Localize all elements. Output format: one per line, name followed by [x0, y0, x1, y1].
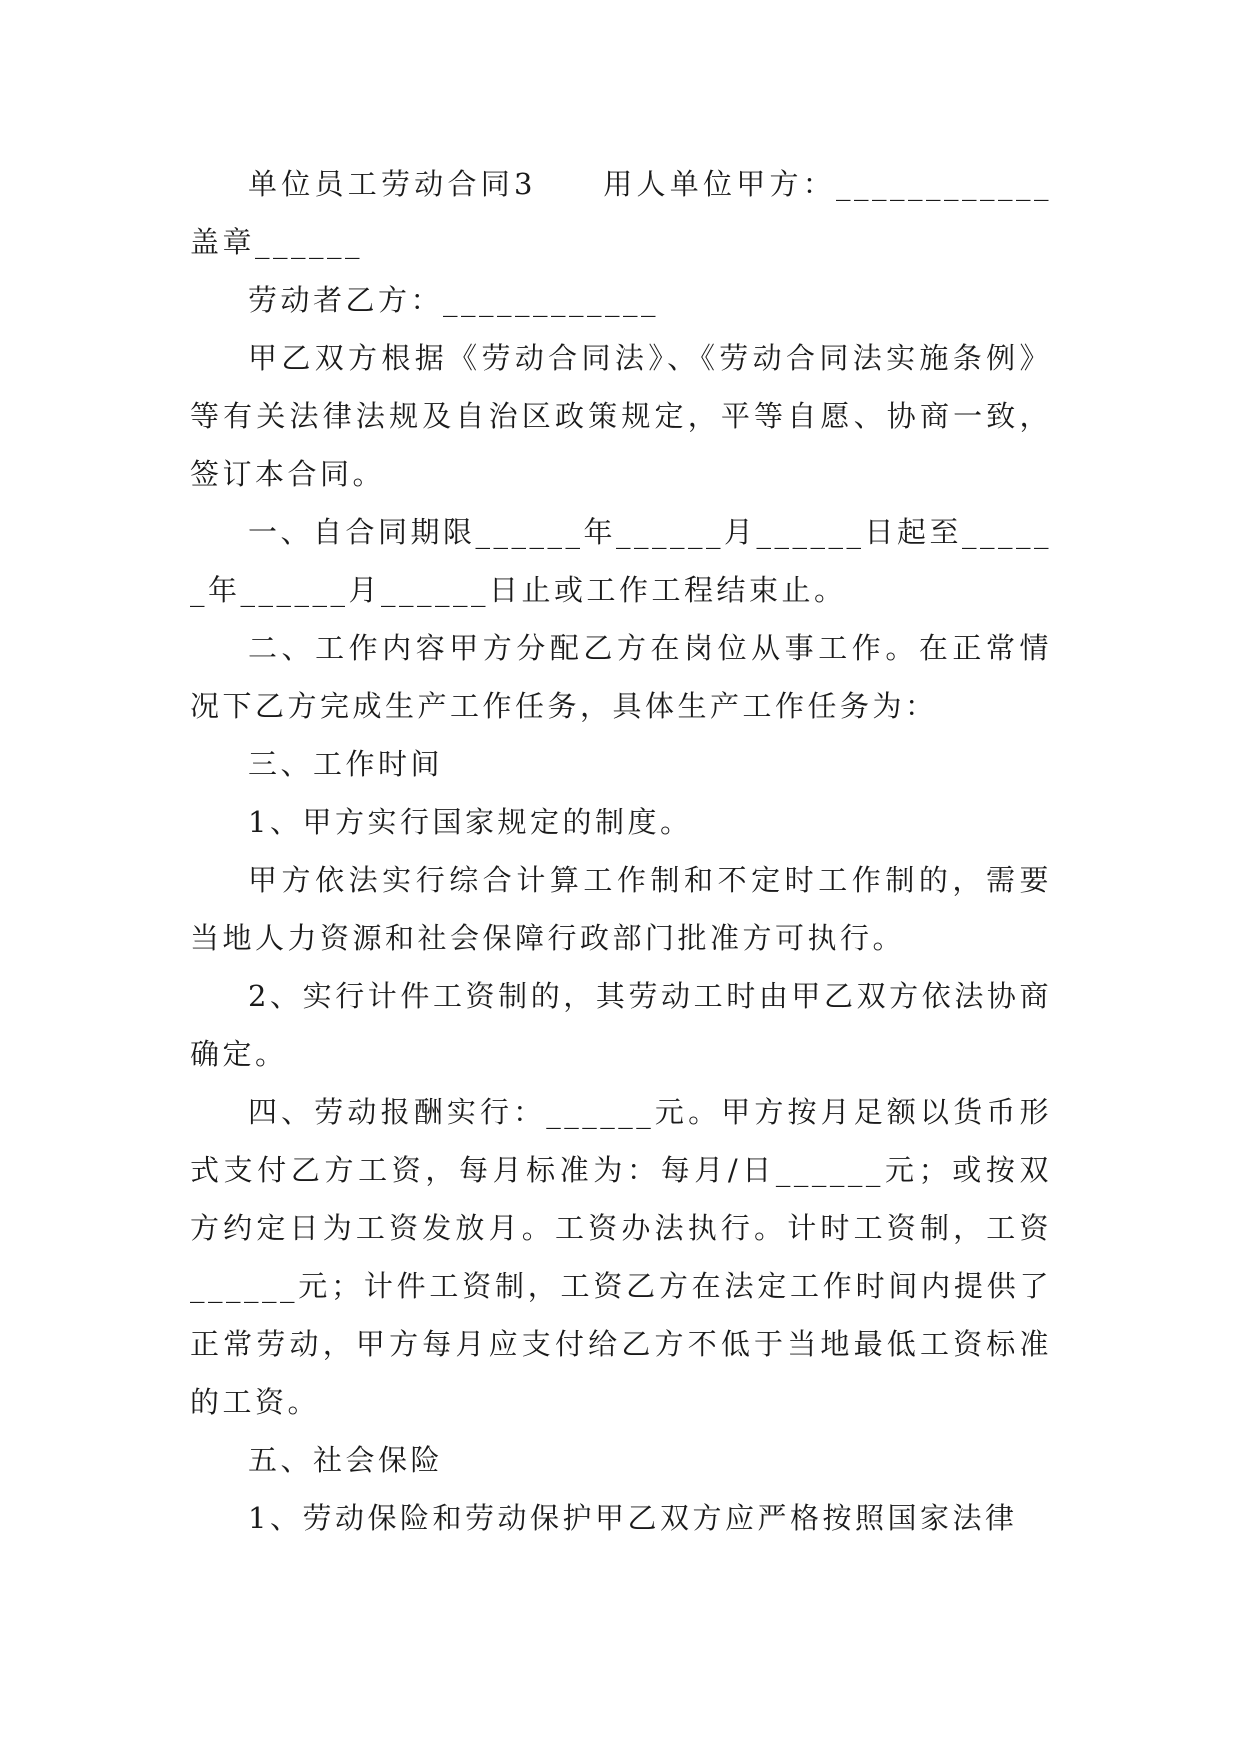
document-body — [190, 155, 1052, 1547]
party-b-line: 劳动者乙方：____________ — [248, 283, 660, 317]
social-insurance-clause-1: 1、劳动保险和劳动保护甲乙双方应严格按照国家法律 — [248, 1501, 1018, 1535]
work-hours-clause-1-note: 甲方依法实行综合计算工作制和不定时工作制的，需要当地人力资源和社会保障行政部门批准方可执行。 — [190, 863, 1052, 955]
section-contract-term: 一、自合同期限______年______月______日起至______年______月______日止或工作工程结束止。 — [190, 515, 1053, 607]
section-work-hours-heading: 三、工作时间 — [248, 747, 444, 781]
work-hours-clause-1: 1、甲方实行国家规定的制度。 — [248, 805, 693, 839]
work-hours-clause-2: 2、实行计件工资制的，其劳动工时由甲乙双方依法协商确定。 — [190, 979, 1052, 1071]
preamble-paragraph: 甲乙双方根据《劳动合同法》、《劳动合同法实施条例》等有关法律法规及自治区政策规定，平等自愿、协商一致，签订本合同。 — [190, 341, 1052, 491]
section-social-insurance-heading: 五、社会保险 — [248, 1443, 444, 1477]
title-and-party-a-line: 单位员工劳动合同3 用人单位甲方：____________盖章______ — [190, 167, 1052, 259]
section-remuneration: 四、劳动报酬实行：______元。甲方按月足额以货币形式支付乙方工资，每月标准为：每月/日______元；或按双方约定日为工资发放月。工资办法执行。计时工资制，工资______元；计件工资制，工资乙方在法定工作时间内提供了正常劳动，甲方每月应支付给乙方不低于当地最低工资标准的工资。 — [190, 1095, 1052, 1419]
section-work-content: 二、工作内容甲方分配乙方在岗位从事工作。在正常情况下乙方完成生产工作任务，具体生产工作任务为： — [190, 631, 1052, 723]
